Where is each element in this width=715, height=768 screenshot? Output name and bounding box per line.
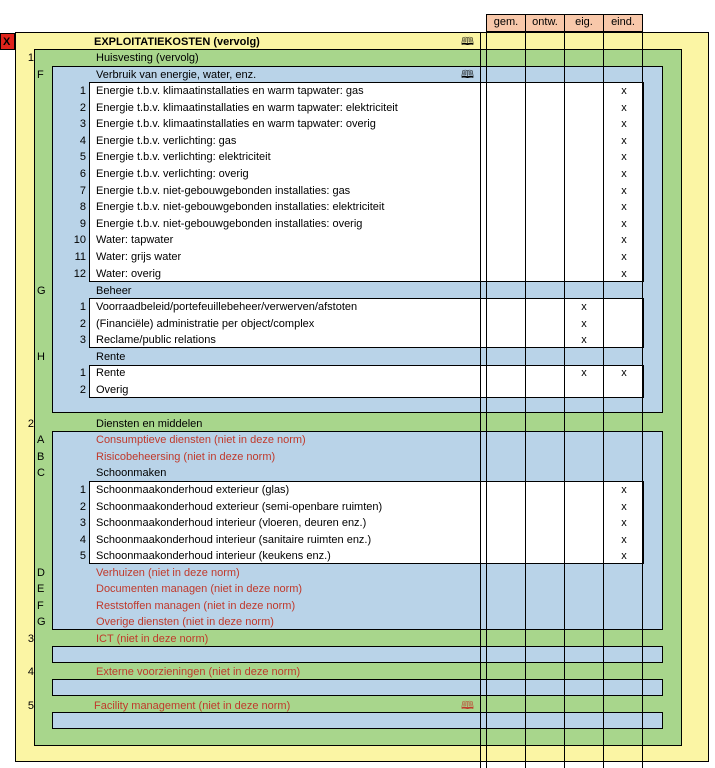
group-g-label: Beheer	[96, 285, 132, 297]
group-f-letter: F	[37, 69, 44, 81]
item-number: 3	[79, 118, 86, 131]
group-c-label: Schoonmaken	[96, 467, 167, 479]
item-label: Schoonmaakonderhoud exterieur (glas)	[96, 484, 290, 496]
column-divider	[480, 32, 481, 768]
group-h-letter: H	[37, 351, 45, 363]
x-marker-label: X	[3, 36, 11, 48]
page-title: EXPLOITATIEKOSTEN (vervolg)	[94, 36, 260, 48]
group-d-letter: D	[37, 567, 45, 579]
item-label: (Financiële) administratie per object/complex	[96, 317, 315, 330]
item-label: Water: grijs water	[96, 251, 182, 263]
item-label: Energie t.b.v. klimaatinstallaties en warm tapwater: gas	[96, 85, 364, 97]
section-2-label: Diensten en middelen	[96, 418, 203, 430]
group-f2-label: Reststoffen managen (niet in deze norm)	[96, 600, 296, 612]
item-number: 10	[73, 234, 86, 247]
item-number: 11	[74, 251, 86, 263]
group-c-letter: C	[37, 467, 45, 479]
item-number: 2	[79, 317, 86, 330]
item-label: Energie t.b.v. verlichting: gas	[96, 134, 237, 147]
eind-mark: x	[621, 184, 627, 197]
eind-mark: x	[621, 134, 627, 147]
column-divider	[642, 14, 643, 768]
eind-mark: x	[621, 550, 627, 563]
item-number: 3	[79, 334, 86, 347]
eig-mark: x	[581, 301, 587, 313]
eind-mark: x	[621, 500, 627, 513]
item-number: 4	[79, 533, 86, 546]
eind-mark: x	[621, 533, 627, 546]
item-number: 9	[79, 217, 86, 230]
item-label: Energie t.b.v. niet-gebouwgebonden installaties: gas	[96, 184, 351, 197]
group-a-label: Consumptieve diensten (niet in deze norm)	[96, 434, 306, 446]
item-number: 1	[79, 367, 86, 379]
group-e-letter: E	[37, 583, 45, 595]
section-3-panel	[52, 646, 663, 663]
book-icon[interactable]: 🕮	[461, 700, 474, 712]
group-b-label: Risicobeheersing (niet in deze norm)	[96, 451, 276, 463]
group-f-label: Verbruik van energie, water, enz.	[96, 69, 257, 81]
item-number: 1	[79, 484, 86, 496]
eind-mark: x	[621, 118, 627, 131]
item-label: Voorraadbeleid/portefeuillebeheer/verwerven/afstoten	[96, 301, 358, 313]
item-number: 5	[79, 550, 86, 563]
group-d-label: Verhuizen (niet in deze norm)	[96, 567, 240, 579]
section-1-label: Huisvesting (vervolg)	[96, 52, 199, 64]
eind-mark: x	[621, 201, 627, 214]
eind-mark: x	[621, 484, 627, 496]
group-g-letter: G	[37, 285, 46, 297]
item-number: 1	[79, 301, 86, 313]
item-label: Schoonmaakonderhoud interieur (sanitaire ruimten enz.)	[96, 533, 372, 546]
section-3-number: 3	[27, 633, 34, 645]
eind-mark: x	[621, 151, 627, 164]
section-4-label: Externe voorzieningen (niet in deze norm)	[96, 666, 301, 678]
eig-mark: x	[581, 334, 587, 347]
book-icon[interactable]: 🕮	[461, 36, 474, 48]
item-label: Reclame/public relations	[96, 334, 216, 347]
item-label: Water: tapwater	[96, 234, 174, 247]
item-number: 12	[73, 267, 86, 280]
eind-mark: x	[621, 101, 627, 114]
section-4-panel	[52, 679, 663, 696]
item-number: 2	[79, 500, 86, 513]
column-gem-label: gem.	[493, 16, 519, 28]
section-2-number: 2	[27, 418, 34, 430]
column-ontw-label: ontw.	[532, 16, 558, 28]
group-b-letter: B	[37, 451, 45, 463]
group-h-items-box	[89, 365, 644, 398]
item-label: Energie t.b.v. verlichting: elektriciteit	[96, 151, 271, 164]
item-label: Water: overig	[96, 267, 162, 280]
group-a-letter: A	[37, 434, 45, 446]
eind-mark: x	[621, 234, 627, 247]
group-h-label: Rente	[96, 351, 126, 363]
column-eig-label: eig.	[575, 16, 593, 28]
item-number: 1	[79, 85, 86, 97]
column-divider	[564, 14, 565, 768]
eind-mark: x	[621, 517, 627, 530]
column-eind-label: eind.	[611, 16, 635, 28]
item-number: 5	[79, 151, 86, 164]
section-5-number: 5	[27, 700, 34, 712]
group-f2-letter: F	[37, 600, 44, 612]
item-number: 8	[79, 201, 86, 214]
item-number: 2	[79, 101, 86, 114]
item-label: Overig	[96, 383, 129, 396]
section-1-number: 1	[27, 52, 34, 64]
item-label: Rente	[96, 367, 126, 379]
item-label: Energie t.b.v. niet-gebouwgebonden installaties: elektriciteit	[96, 201, 385, 214]
item-label: Energie t.b.v. niet-gebouwgebonden installaties: overig	[96, 217, 363, 230]
item-number: 6	[79, 168, 86, 180]
item-label: Schoonmaakonderhoud interieur (vloeren, deuren enz.)	[96, 517, 367, 530]
eig-mark: x	[581, 367, 587, 379]
eig-mark: x	[581, 317, 587, 330]
column-divider	[603, 14, 604, 768]
section-5-panel	[52, 712, 663, 729]
eind-mark: x	[621, 251, 627, 263]
column-divider	[525, 14, 526, 768]
item-number: 4	[79, 134, 86, 147]
eind-mark: x	[621, 267, 627, 280]
item-number: 7	[79, 184, 86, 197]
group-g2-label: Overige diensten (niet in deze norm)	[96, 616, 274, 628]
item-label: Energie t.b.v. klimaatinstallaties en warm tapwater: overig	[96, 118, 376, 131]
item-label: Energie t.b.v. verlichting: overig	[96, 168, 249, 180]
item-label: Energie t.b.v. klimaatinstallaties en warm tapwater: elektriciteit	[96, 101, 398, 114]
book-icon[interactable]: 🕮	[461, 69, 474, 81]
section-4-number: 4	[27, 666, 34, 678]
item-number: 3	[79, 517, 86, 530]
item-label: Schoonmaakonderhoud interieur (keukens enz.)	[96, 550, 331, 563]
group-e-label: Documenten managen (niet in deze norm)	[96, 583, 303, 595]
item-number: 2	[79, 383, 86, 396]
column-divider	[486, 14, 487, 768]
eind-mark: x	[621, 85, 627, 97]
eind-mark: x	[621, 367, 627, 379]
eind-mark: x	[621, 168, 627, 180]
group-g2-letter: G	[37, 616, 46, 628]
item-label: Schoonmaakonderhoud exterieur (semi-openbare ruimten)	[96, 500, 383, 513]
section-5-label: Facility management (niet in deze norm)	[94, 700, 291, 712]
eind-mark: x	[621, 217, 627, 230]
section-3-label: ICT (niet in deze norm)	[96, 633, 209, 645]
